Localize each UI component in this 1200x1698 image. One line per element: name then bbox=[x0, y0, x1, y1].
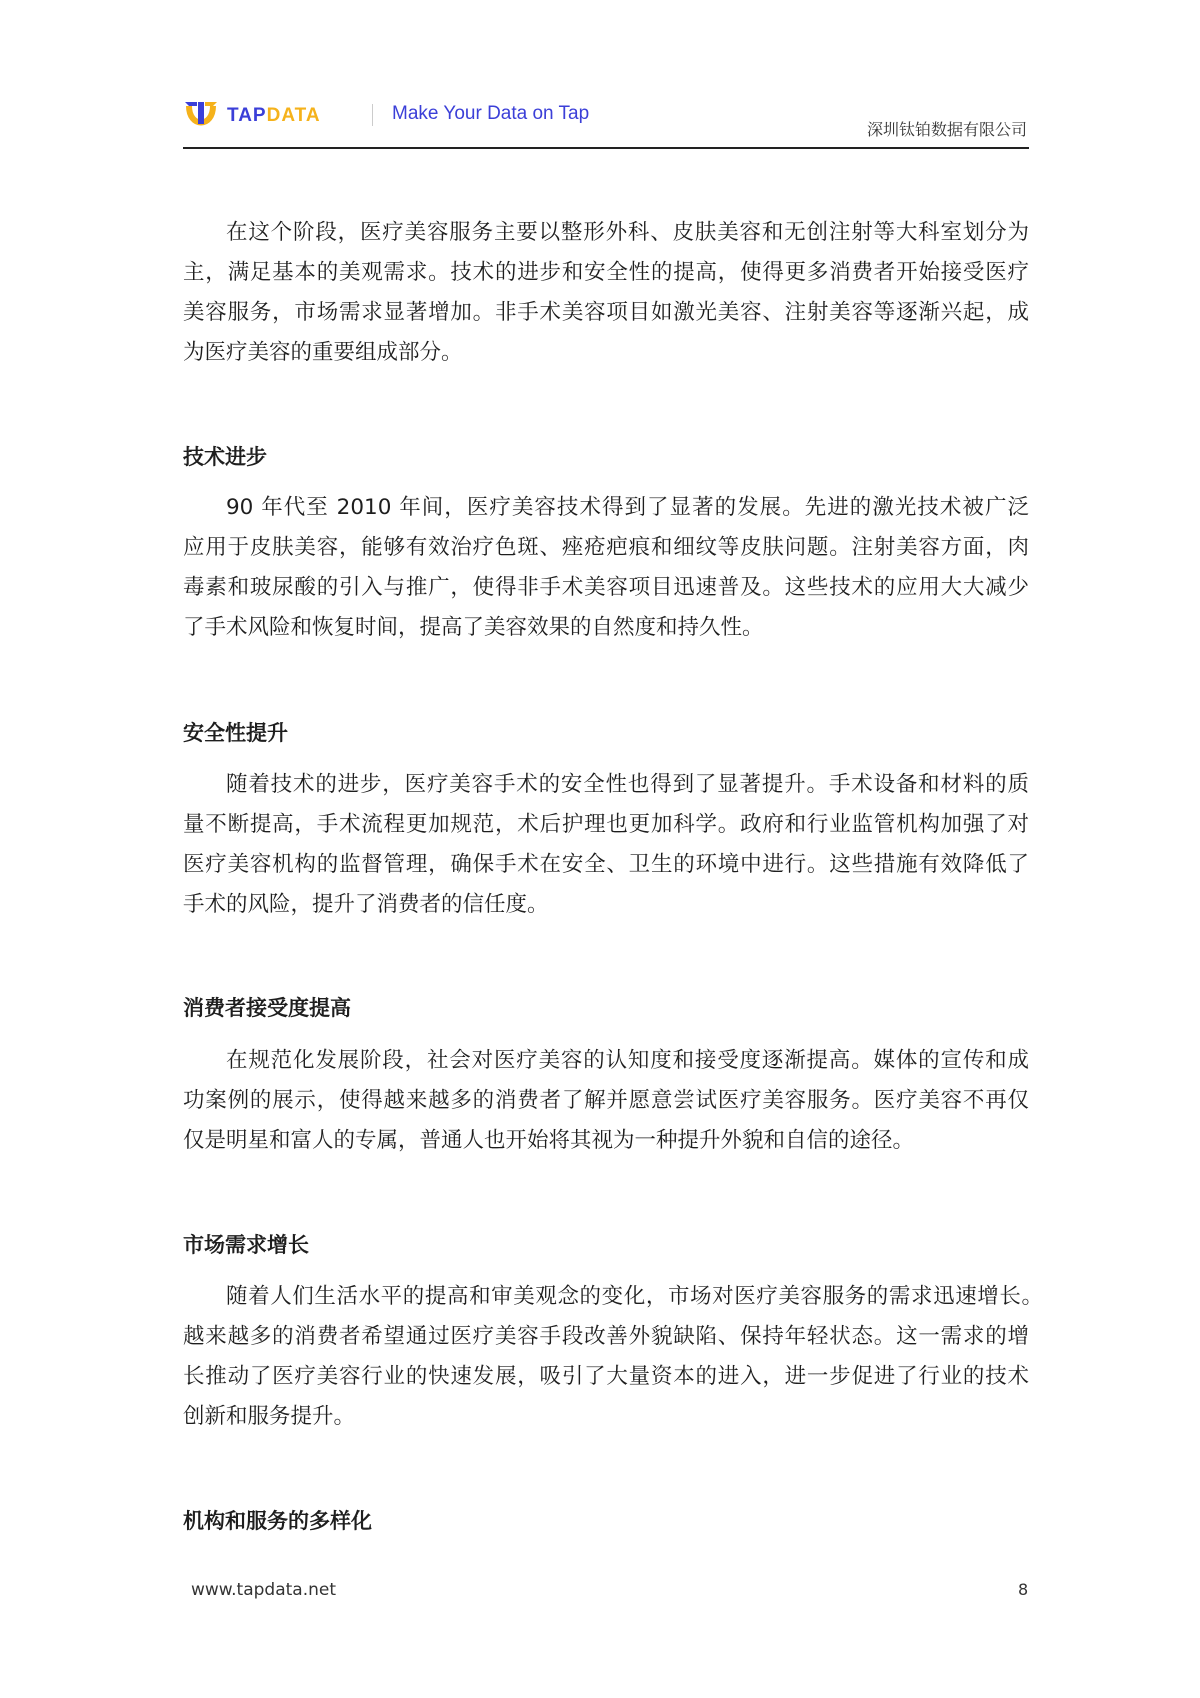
tapdata-logo-icon bbox=[183, 98, 219, 134]
tapdata-logo bbox=[183, 98, 321, 134]
paragraph-line: 创新和服务提升。 bbox=[183, 1404, 356, 1429]
paragraph-line: 90 年代至 2010 年间，医疗美容技术得到了显著的发展。先进的激光技术被广泛 bbox=[226, 495, 1029, 520]
paragraph-line: 手术的风险，提升了消费者的信任度。 bbox=[183, 892, 549, 917]
paragraph-line: 美容服务，市场需求显著增加。非手术美容项目如激光美容、注射美容等逐渐兴起，成 bbox=[183, 300, 1029, 325]
paragraph-line: 主，满足基本的美观需求。技术的进步和安全性的提高，使得更多消费者开始接受医疗 bbox=[183, 260, 1029, 285]
header-separator bbox=[372, 104, 373, 126]
paragraph-line: 了手术风险和恢复时间，提高了美容效果的自然度和持久性。 bbox=[183, 615, 764, 640]
section-heading: 消费者接受度提高 bbox=[183, 996, 351, 1020]
paragraph-line: 医疗美容机构的监督管理，确保手术在安全、卫生的环境中进行。这些措施有效降低了 bbox=[183, 852, 1029, 877]
paragraph-line: 量不断提高，手术流程更加规范，术后护理也更加科学。政府和行业监管机构加强了对 bbox=[183, 812, 1029, 837]
section-heading: 机构和服务的多样化 bbox=[183, 1509, 372, 1533]
intro-paragraph bbox=[183, 213, 1029, 373]
header-rule bbox=[183, 147, 1029, 149]
section-paragraph bbox=[183, 1041, 1029, 1161]
page-number: 8 bbox=[1018, 1580, 1029, 1599]
paragraph-line: 在这个阶段，医疗美容服务主要以整形外科、皮肤美容和无创注射等大科室划分为 bbox=[226, 220, 1029, 245]
section-paragraph bbox=[183, 1277, 1043, 1437]
company-name: 深圳钛铂数据有限公司 bbox=[866, 120, 1027, 139]
paragraph-line: 为医疗美容的重要组成部分。 bbox=[183, 340, 463, 365]
section-heading: 市场需求增长 bbox=[183, 1233, 309, 1257]
header-slogan: Make Your Data on Tap bbox=[392, 103, 590, 124]
paragraph-line: 应用于皮肤美容，能够有效治疗色斑、痤疮疤痕和细纹等皮肤问题。注射美容方面，肉 bbox=[183, 535, 1029, 560]
section-paragraph bbox=[183, 488, 1029, 648]
section-paragraph bbox=[183, 765, 1029, 925]
paragraph-line: 随着技术的进步，医疗美容手术的安全性也得到了显著提升。手术设备和材料的质 bbox=[226, 772, 1029, 797]
paragraph-line: 长推动了医疗美容行业的快速发展，吸引了大量资本的进入，进一步促进了行业的技术 bbox=[183, 1364, 1029, 1389]
paragraph-line: 越来越多的消费者希望通过医疗美容手段改善外貌缺陷、保持年轻状态。这一需求的增 bbox=[183, 1324, 1029, 1349]
section-heading: 安全性提升 bbox=[183, 721, 288, 745]
paragraph-line: 功案例的展示，使得越来越多的消费者了解并愿意尝试医疗美容服务。医疗美容不再仅 bbox=[183, 1088, 1029, 1113]
paragraph-line: 在规范化发展阶段，社会对医疗美容的认知度和接受度逐渐提高。媒体的宣传和成 bbox=[226, 1048, 1029, 1073]
paragraph-line: 仅是明星和富人的专属，普通人也开始将其视为一种提升外貌和自信的途径。 bbox=[183, 1128, 915, 1153]
paragraph-line: 随着人们生活水平的提高和审美观念的变化，市场对医疗美容服务的需求迅速增长。 bbox=[226, 1284, 1043, 1309]
paragraph-line: 毒素和玻尿酸的引入与推广，使得非手术美容项目迅速普及。这些技术的应用大大减少 bbox=[183, 575, 1029, 600]
footer-url: www.tapdata.net bbox=[191, 1580, 337, 1600]
section-heading: 技术进步 bbox=[183, 445, 267, 469]
logo-wordmark: TAPDATA bbox=[227, 105, 321, 126]
